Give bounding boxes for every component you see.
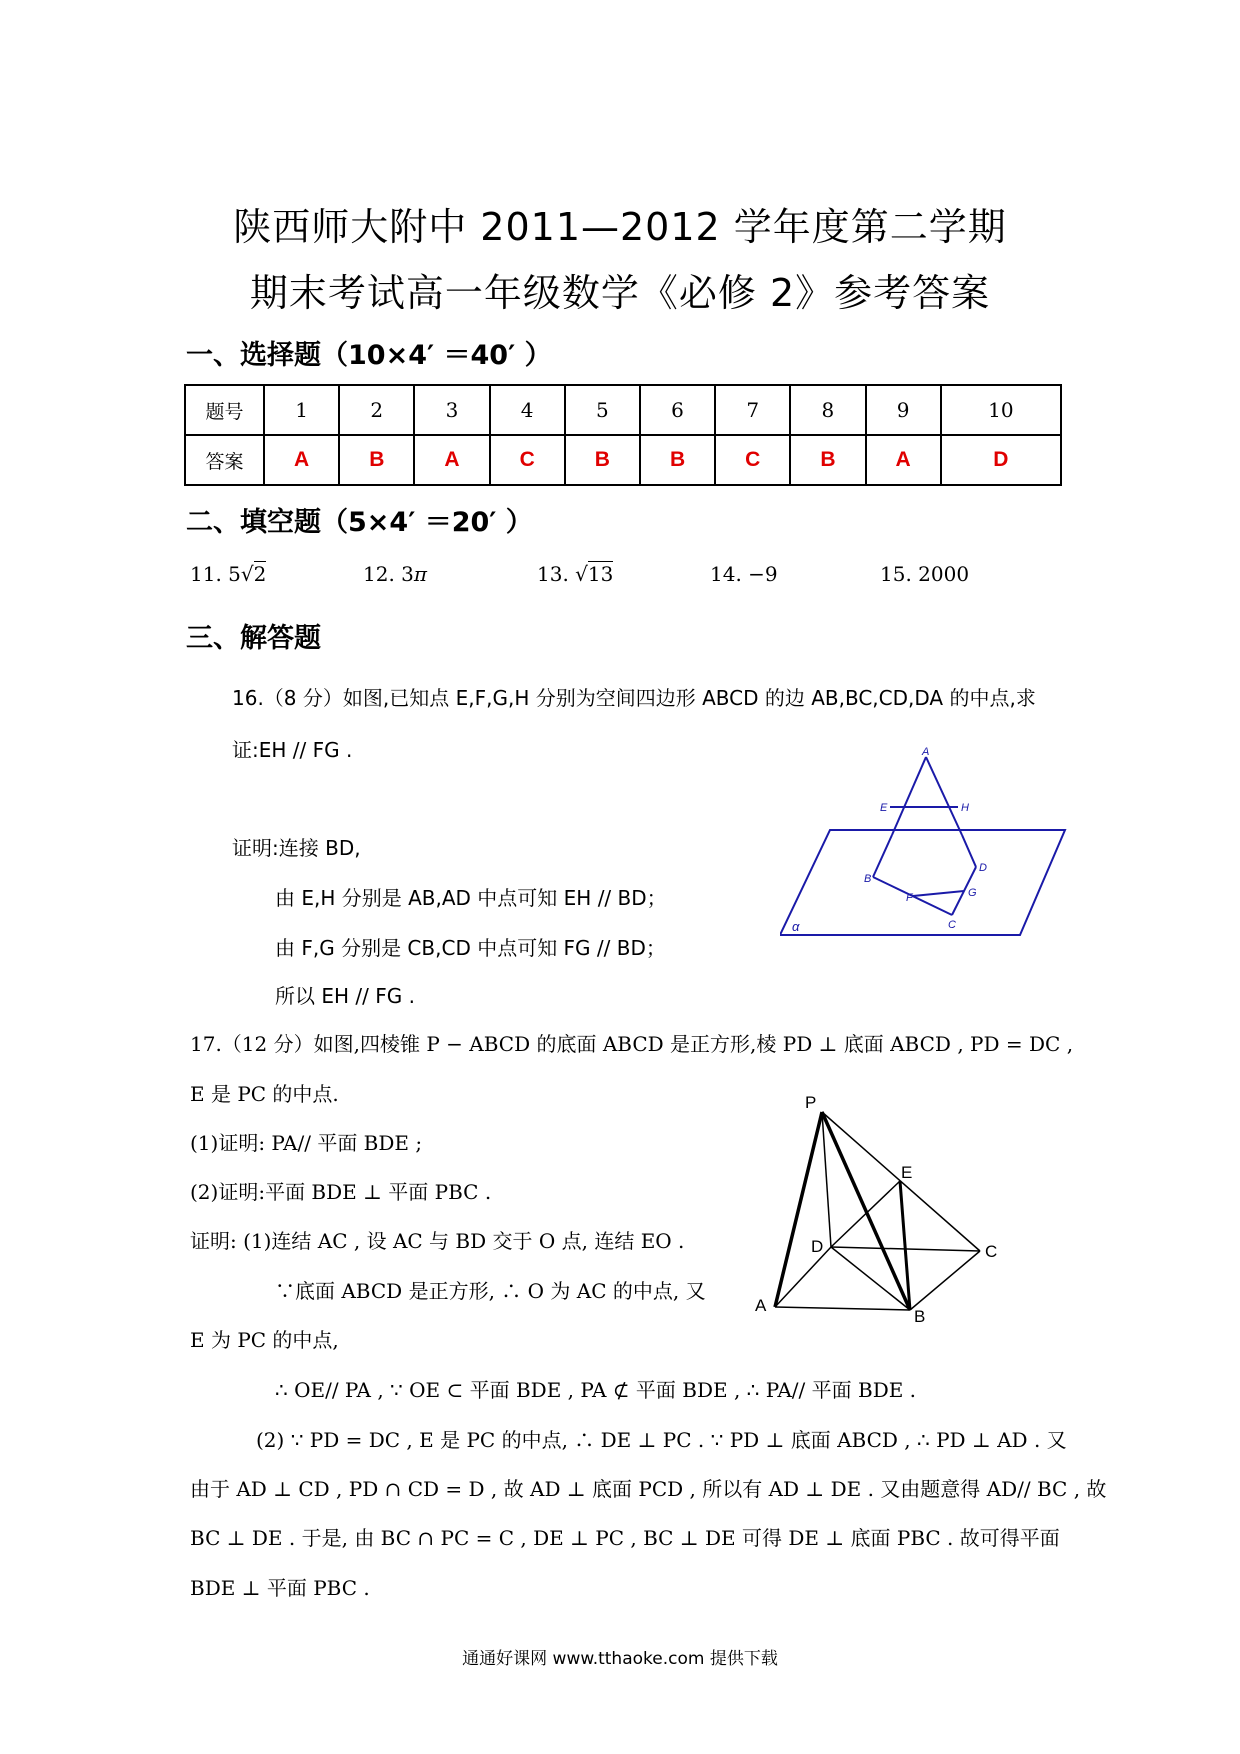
fill-item-12: 12. 3π (363, 562, 428, 586)
q17-line: ∵底面 ABCD 是正方形, ∴ O 为 AC 的中点, 又 (275, 1279, 706, 1303)
question-number: 7 (715, 385, 790, 435)
label-alpha: α (792, 919, 800, 934)
answer-cell: A (264, 435, 339, 485)
label-C: C (948, 919, 956, 931)
answer-cell: B (339, 435, 414, 485)
answer-cell: C (715, 435, 790, 485)
sqrt-sign: √ (575, 562, 588, 586)
q16-line: 由 E,H 分别是 AB,AD 中点可知 EH // BD； (275, 886, 667, 910)
answer-cell: D (941, 435, 1061, 485)
q16-line: 证:EH // FG . (232, 738, 353, 762)
fill-item-13: 13. √13 (537, 562, 614, 586)
title-line-2: 期末考试高一年级数学《必修 2》参考答案 (249, 271, 991, 315)
row-label-number: 题号 (185, 385, 264, 435)
q17-line: E 是 PC 的中点. (190, 1082, 339, 1106)
edge-AB-upper (892, 757, 926, 835)
q17-line: 由于 AD ⊥ CD , PD ∩ CD = D , 故 AD ⊥ 底面 PCD , 所以有 AD ⊥ DE . 又由题意得 AD// BC , 故 (190, 1477, 1107, 1501)
answer-cell: C (490, 435, 565, 485)
fill-item-14: 14. −9 (710, 562, 778, 586)
answer-cell: B (790, 435, 865, 485)
table-row-numbers (185, 385, 1061, 435)
q16-figure (780, 745, 1080, 940)
edge-DB (831, 1247, 910, 1310)
label-C: C (985, 1242, 998, 1261)
q17-figure (745, 1090, 1010, 1335)
q17-line: E 为 PC 的中点, (190, 1328, 339, 1352)
title-line-1: 陕西师大附中 2011—2012 学年度第二学期 (233, 205, 1007, 249)
footer: 通通好课网 www.tthaoke.com 提供下载 (462, 1649, 778, 1669)
label-E: E (880, 802, 888, 814)
label-A: A (755, 1296, 767, 1315)
edge-AB (775, 1307, 910, 1310)
edge-PB (822, 1112, 913, 1310)
label-G: G (968, 887, 977, 899)
answer-table (184, 384, 1062, 486)
plane-alpha (780, 830, 1065, 935)
section1-heading: 一、选择题（10×4′ ＝40′ ） (186, 340, 552, 371)
question-number: 5 (565, 385, 640, 435)
question-number: 8 (790, 385, 865, 435)
answer-cell: B (640, 435, 715, 485)
segment-FG (913, 891, 964, 896)
q17-line: BC ⊥ DE . 于是, 由 BC ∩ PC = C , DE ⊥ PC , BC ⊥ DE 可得 DE ⊥ 底面 PBC . 故可得平面 (190, 1526, 1060, 1550)
label-B: B (914, 1307, 926, 1326)
fill-item-11: 11. 5√2 (190, 562, 267, 586)
q17-line: (2)证明:平面 BDE ⊥ 平面 PBC . (190, 1180, 492, 1204)
section2-heading: 二、填空题（5×4′ ＝20′ ） (186, 507, 533, 538)
question-number: 9 (866, 385, 941, 435)
segment-DE (831, 1181, 900, 1247)
edge-BC (910, 1251, 980, 1310)
question-number: 3 (414, 385, 489, 435)
label-H: H (961, 802, 969, 814)
q17-line: (1)证明: PA// 平面 BDE ; (190, 1131, 423, 1155)
table-row-answers (185, 435, 1061, 485)
q17-line: (2) ∵ PD = DC , E 是 PC 的中点, ∴ DE ⊥ PC . ∵ PD ⊥ 底面 ABCD , ∴ PD ⊥ AD . 又 (256, 1428, 1067, 1452)
answer-cell: A (866, 435, 941, 485)
label-D: D (811, 1237, 824, 1256)
edge-AD-lower (962, 835, 976, 867)
label-D: D (979, 862, 987, 874)
label-A: A (922, 746, 930, 758)
section3-heading: 三、解答题 (186, 623, 321, 654)
q16-line: 所以 EH // FG . (275, 984, 415, 1008)
edge-AB-lower (873, 835, 892, 877)
q16-line: 由 F,G 分别是 CB,CD 中点可知 FG // BD； (275, 936, 666, 960)
sqrt-sign: √ (240, 562, 254, 586)
edge-AD-upper (926, 757, 962, 835)
fill-item-15: 15. 2000 (880, 562, 970, 586)
q17-line: ∴ OE// PA , ∵ OE ⊂ 平面 BDE , PA ⊄ 平面 BDE , ∴ PA// 平面 BDE . (275, 1378, 917, 1402)
q17-line: 证明: (1)连结 AC , 设 AC 与 BD 交于 O 点, 连结 EO . (190, 1229, 685, 1253)
answer-cell: A (414, 435, 489, 485)
q16-line: 16.（8 分）如图,已知点 E,F,G,H 分别为空间四边形 ABCD 的边 AB,BC,CD,DA 的中点,求 (232, 686, 1036, 710)
question-number: 10 (941, 385, 1061, 435)
label-P: P (805, 1093, 817, 1112)
question-number: 2 (339, 385, 414, 435)
label-F: F (906, 892, 913, 904)
row-label-answer: 答案 (185, 435, 264, 485)
question-number: 4 (490, 385, 565, 435)
answer-cell: B (565, 435, 640, 485)
q16-line: 证明:连接 BD, (232, 836, 361, 860)
q17-line: BDE ⊥ 平面 PBC . (190, 1576, 370, 1600)
edge-PA (775, 1112, 822, 1307)
question-number: 1 (264, 385, 339, 435)
question-number: 6 (640, 385, 715, 435)
label-E: E (901, 1163, 913, 1182)
label-B: B (864, 873, 872, 885)
q17-line: 17.（12 分）如图,四棱锥 P − ABCD 的底面 ABCD 是正方形,棱 PD ⊥ 底面 ABCD , PD = DC , (190, 1032, 1074, 1056)
